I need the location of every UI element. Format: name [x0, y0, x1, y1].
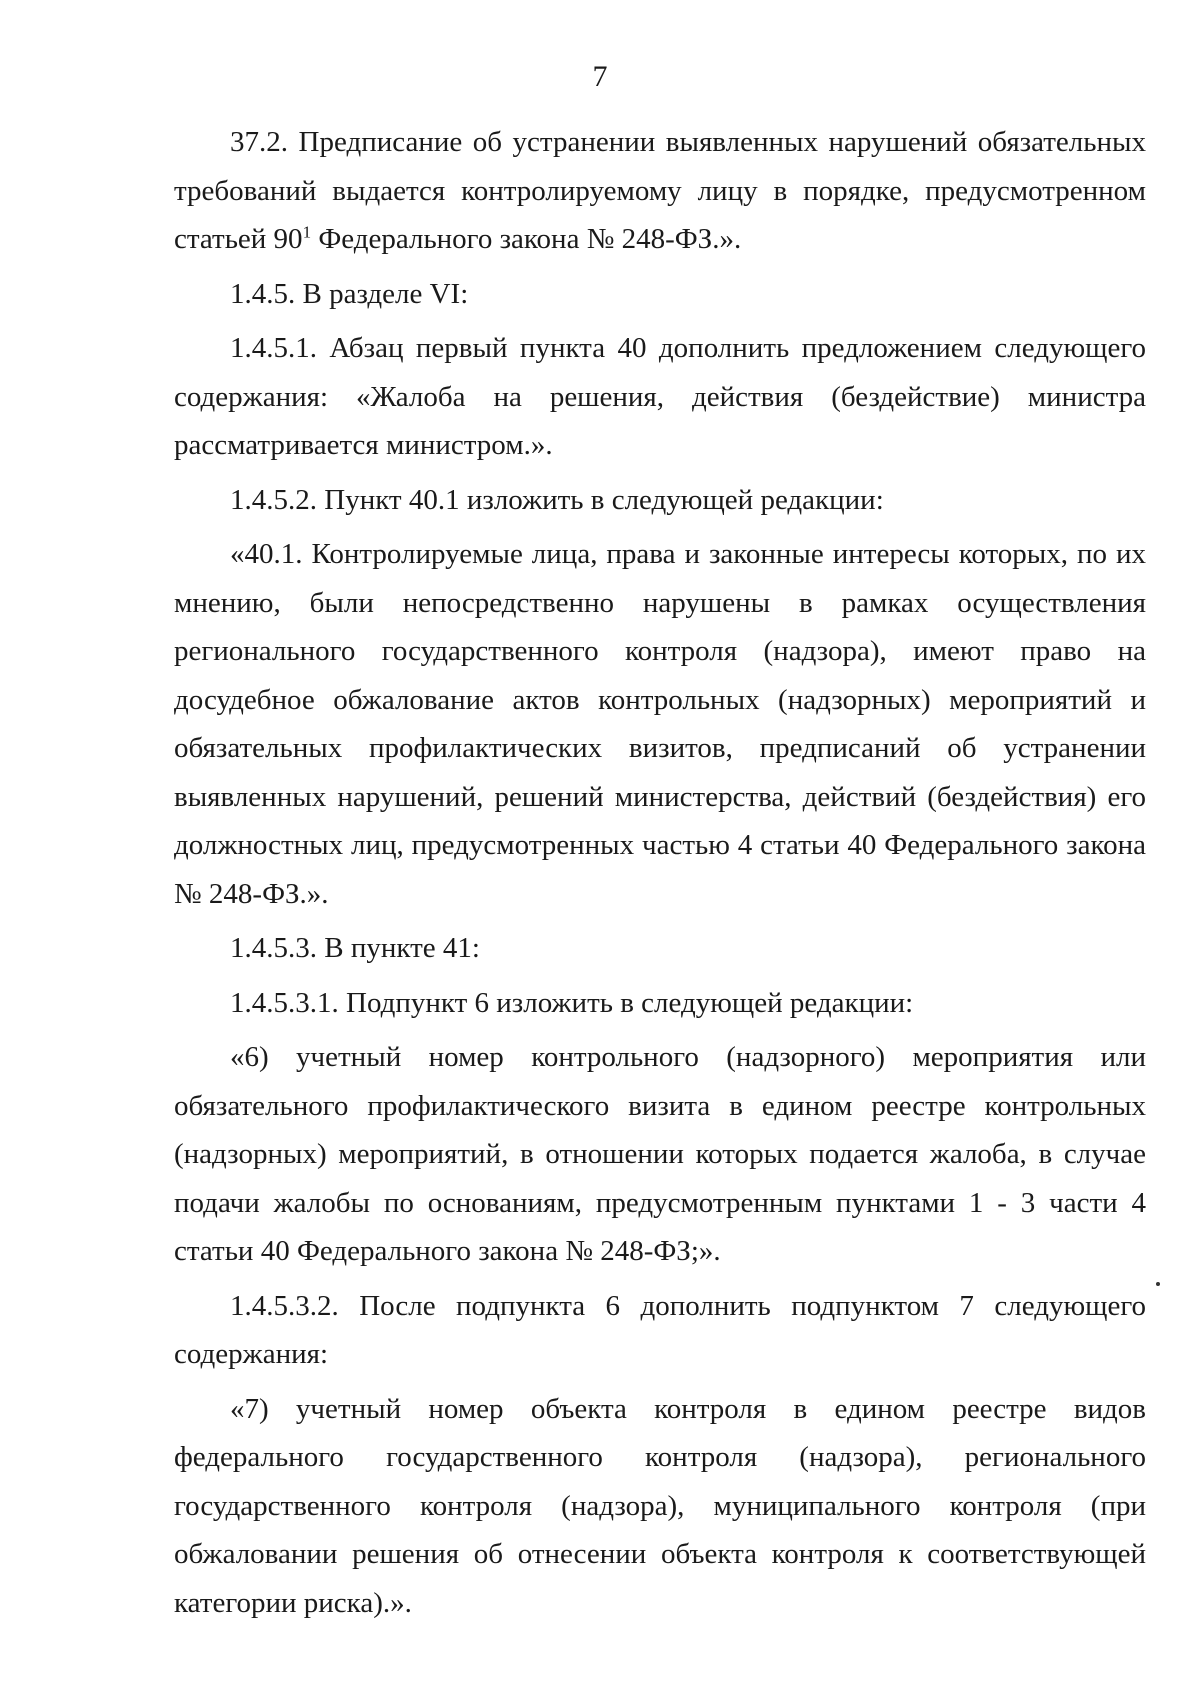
paragraph-subitem-6-quote: «6) учетный номер контрольного (надзорного) мероприятия или обязательного профилактического визита в едином реестре контрольных (надзорных) мероприятий, в отношении которых подается жалоба, в случае подачи жалобы по основаниям, предусмотренным пунктами 1 - 3 части 4 статьи 40 Федерального закона № 248-ФЗ;».: [174, 1041, 1146, 1267]
superscript-1: 1: [302, 222, 312, 242]
paragraph-1-4-5-2: 1.4.5.2. Пункт 40.1 изложить в следующей редакции:: [230, 483, 884, 516]
paragraph-1-4-5-1: 1.4.5.1. Абзац первый пункта 40 дополнить предложением следующего содержания: «Жалоба на решения, действия (бездействие) министра рассматривается министром.».: [174, 332, 1146, 461]
paragraph-37-2: [174, 118, 1146, 264]
paragraph-1-4-5-3-2: 1.4.5.3.2. После подпункта 6 дополнить подпунктом 7 следующего содержания:: [174, 1289, 1146, 1370]
scan-dot-mark: [1156, 1282, 1160, 1286]
paragraph-subitem-7-quote: «7) учетный номер объекта контроля в едином реестре видов федерального государственного контроля (надзора), регионального государственного контроля (надзора), муниципального контроля (при обжаловании решения об отнесении объекта контроля к соответствующей категории риска).».: [174, 1392, 1146, 1619]
paragraph-1-4-5-3-1: 1.4.5.3.1. Подпункт 6 изложить в следующей редакции:: [230, 986, 914, 1019]
document-body: [174, 118, 1146, 1627]
paragraph-37-2-text: 37.2. Предписание об устранении выявленных нарушений обязательных требований выдается контролируемому лицу в порядке, предусмотренном статьей 90: [174, 126, 1146, 255]
paragraph-37-2-tail: Федерального закона № 248-ФЗ.».: [311, 223, 742, 255]
paragraph-40-1-quote: «40.1. Контролируемые лица, права и законные интересы которых, по их мнению, были непосредственно нарушены в рамках осуществления регионального государственного контроля (надзора), имеют право на досудебное обжалование актов контрольных (надзорных) мероприятий и обязательных профилактических визитов, предписаний об устранении выявленных нарушений, решений министерства, действий (бездействия) его должностных лиц, предусмотренных частью 4 статьи 40 Федерального закона № 248-ФЗ.».: [174, 538, 1146, 910]
paragraph-1-4-5-3: 1.4.5.3. В пункте 41:: [230, 932, 480, 964]
paragraph-1-4-5: 1.4.5. В разделе VI:: [230, 277, 469, 310]
page-number: 7: [592, 60, 608, 93]
